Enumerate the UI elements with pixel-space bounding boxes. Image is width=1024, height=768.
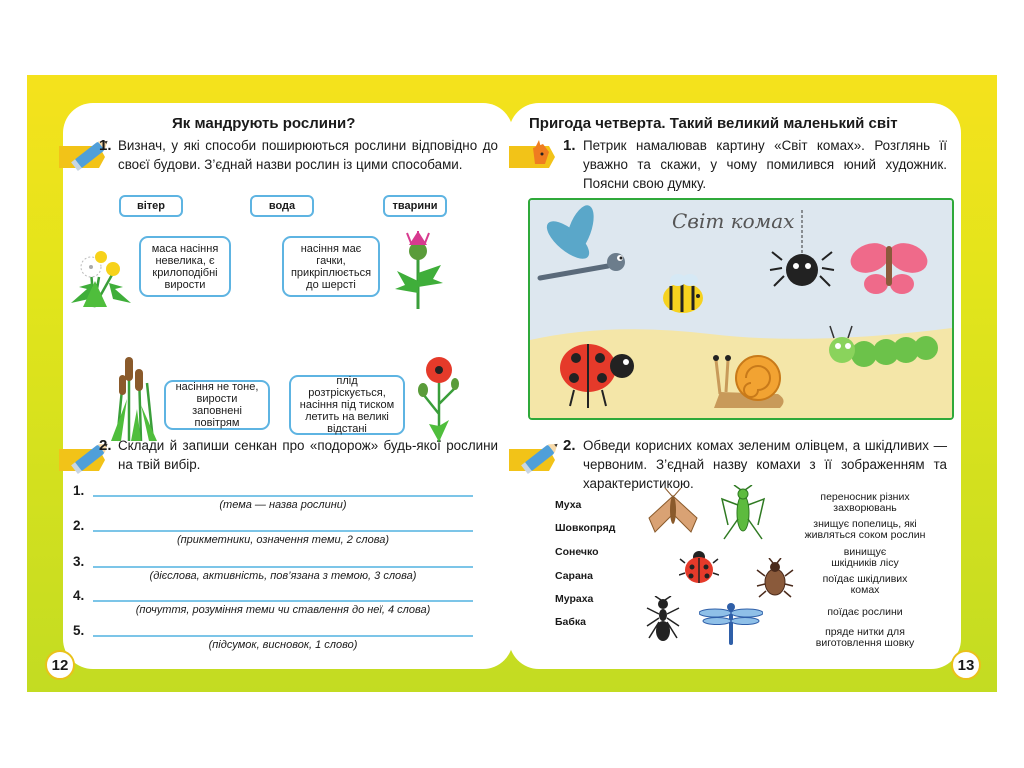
insect-name-locust[interactable]: Сарана [555,570,593,582]
insect-world-picture[interactable] [528,198,954,420]
insect-name-ladybug[interactable]: Сонечко [555,546,599,558]
pencil-icon [509,433,563,483]
answer-line[interactable] [93,600,473,602]
fox-pencil-icon [509,130,563,180]
insect-name-fly[interactable]: Муха [555,499,582,511]
poppy-illustration [409,344,471,444]
picture-canvas [530,200,952,418]
insect-desc-2[interactable]: знищує попелиць, які живляться соком рослин [804,518,926,541]
ladybug-picture[interactable] [679,549,719,585]
insect-desc-4[interactable]: поїдає шкідливих комах [822,573,908,596]
answer-line[interactable] [93,635,473,637]
task-text: Петрик намалював картину «Світ комах». Розглянь її уважно та скажи, у чому помилився юний художник. Поясни свою думку. [583,138,947,191]
page-title: Як мандрують рослини? [172,115,356,132]
grasshopper-picture[interactable] [718,485,768,543]
way-chip-water[interactable]: вода [250,195,314,217]
line-hint: (прикметники, означення теми, 2 слова) [176,534,390,546]
dragonfly-picture[interactable] [699,601,763,647]
insect-name-silkworm[interactable]: Шовкопряд [555,522,616,534]
line-hint: (почуття, розуміння теми чи ставлення до неї, 4 слова) [135,604,431,616]
ant-picture[interactable] [643,596,683,644]
moth-picture[interactable] [643,488,703,538]
left-page [63,103,513,669]
insect-desc-1[interactable]: переносник різних захворювань [820,491,910,514]
dandelion-illustration [69,237,139,309]
line-number: 3. [73,554,85,569]
insect-desc-6[interactable]: пряде нитки для виготовлення шовку [815,626,915,649]
line-hint: (підсумок, висновок, 1 слово) [208,639,358,651]
answer-line[interactable] [93,495,473,497]
insect-name-dragonfly[interactable]: Бабка [555,616,586,628]
line-number: 2. [73,518,85,533]
task-number: 1. [99,137,112,154]
page-title: Пригода четверта. Такий великий маленький світ [529,115,898,132]
insect-name-ant[interactable]: Мураха [555,593,594,605]
dispersal-card-4[interactable]: плід розтріскується, насіння під тиском летить на великі відстані [289,375,405,435]
dispersal-card-3[interactable]: насіння не тоне, вирости заповнені повітрям [164,380,270,430]
dispersal-card-1[interactable]: маса насіння невелика, є крилоподібні вирости [139,236,231,297]
dispersal-card-2[interactable]: насіння має гачки, прикріплюється до шерсті [282,236,380,297]
line-hint: (дієслова, активність, пов’язана з темою, 3 слова) [149,570,417,582]
beetle-picture[interactable] [755,558,795,598]
answer-line[interactable] [93,530,473,532]
line-number: 5. [73,623,85,638]
task-text: Визнач, у які способи поширюються рослини відповідно до своєї будови. З’єднай назви рослин із цими способами. [118,138,498,172]
thistle-illustration [391,231,445,311]
line-number: 4. [73,588,85,603]
task-number: 2. [563,437,576,454]
task-text: Склади й запиши сенкан про «подорож» будь-якої рослини на твій вибір. [118,438,498,472]
picture-caption: Світ комах [672,209,795,233]
task-text: Обведи корисних комах зеленим олівцем, а шкідливих — червоним. З’єднай назву комахи з її зображенням та характеристикою. [583,438,947,491]
reed-illustration [107,349,165,443]
line-number: 1. [73,483,85,498]
task-number: 2. [99,437,112,454]
way-chip-animals[interactable]: тварини [383,195,447,217]
page-number-left: 12 [45,650,75,680]
answer-line[interactable] [93,566,473,568]
way-chip-wind[interactable]: вітер [119,195,183,217]
insect-desc-3[interactable]: винищує шкідників лісу [831,546,899,569]
insect-desc-5[interactable]: поїдає рослини [827,606,903,618]
line-hint: (тема — назва рослини) [219,499,347,511]
task-number: 1. [563,137,576,154]
page-number-right: 13 [951,650,981,680]
